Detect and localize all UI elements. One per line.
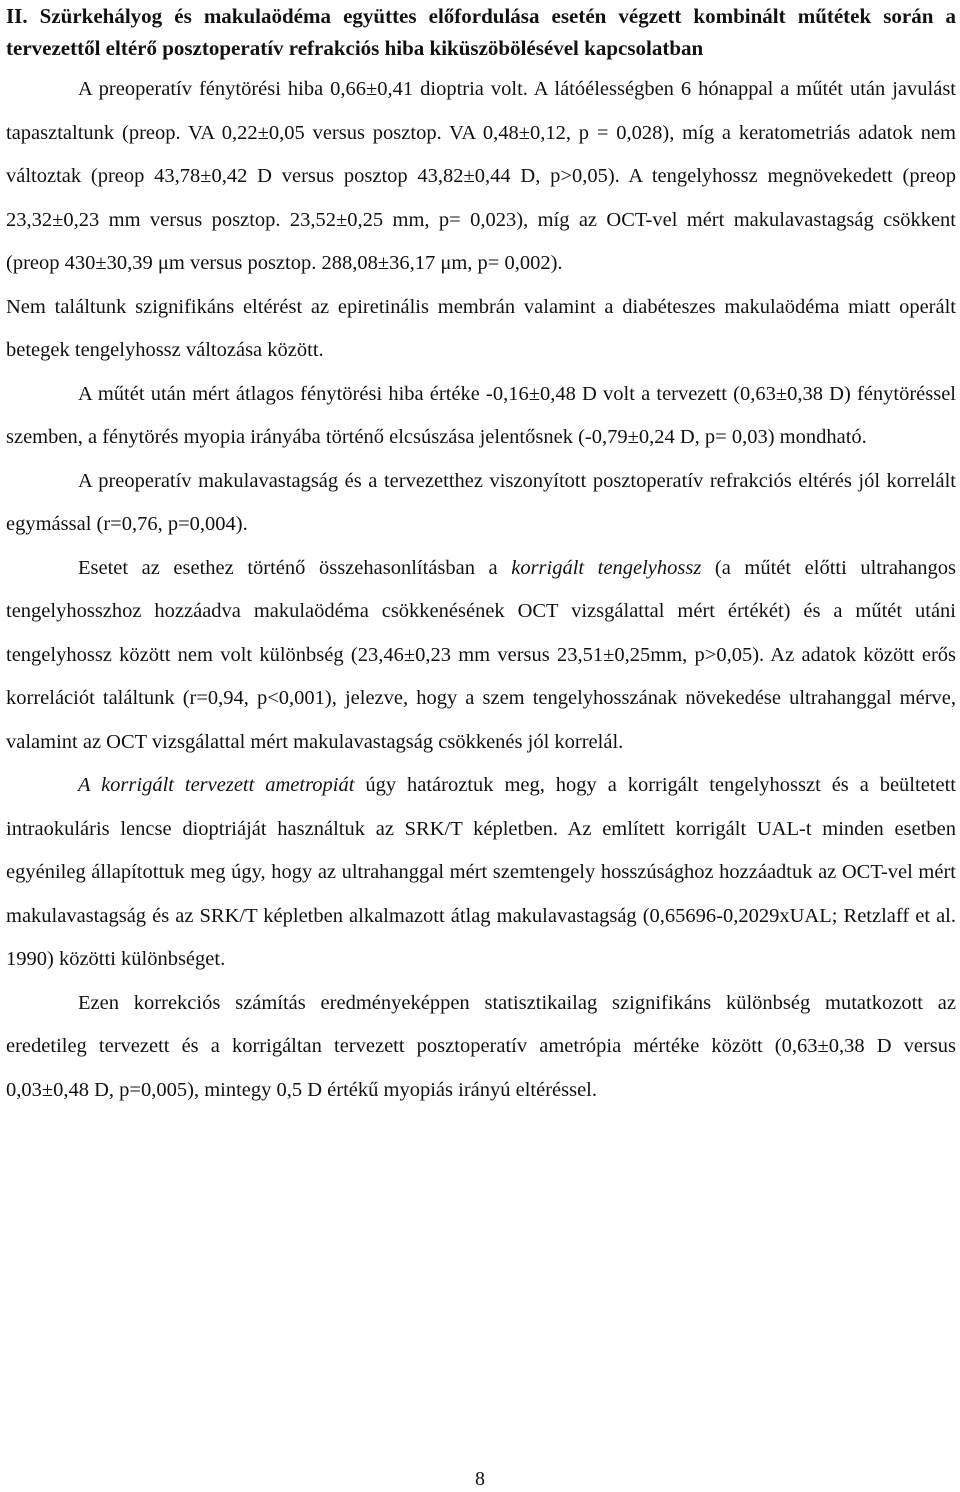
paragraph-results-refraction: A preoperatív fénytörési hiba 0,66±0,41 dioptria volt. A látóélességben 6 hónappal a műtét után javulást tapasztaltunk (preop. VA 0,22±0,05 versus posztop. VA 0,48±0,12, p = 0,028), míg a keratometriás adatok nem változtak (preop 43,78±0,42 D versus posztop 43,82±0,44 D, p>0,05). A tengelyhossz megnövekedett (preop 23,32±0,23 mm versus posztop. 23,52±0,25 mm, p= 0,023), míg az OCT-vel mért makulavastagság csökkent (preop 430±30,39 μm versus posztop. 288,08±36,17 μm, p= 0,002). [6, 78, 956, 274]
p5-emphasis: korrigált tengelyhossz [511, 556, 702, 579]
section-heading: II. Szürkehályog és makulaödéma együttes előfordulása esetén végzett kombinált műtétek során a tervezettől eltérő posztoperatív refrakciós hiba kiküszöbölésével kapcsolatban [6, 4, 956, 60]
paragraph-corrected-axial-length [6, 547, 956, 765]
p6-after: úgy határoztuk meg, hogy a korrigált tengelyhosszt és a beültetett intraokuláris lencse dioptriáját használtuk az SRK/T képletben. Az említett korrigált UAL-t minden esetben egyénileg állapítottuk meg úgy, hogy az ultrahanggal mért szemtengely hosszúsághoz hozzáadtuk az OCT-vel mért makulavastagság és az SRK/T képletben alkalmazott átlag makulavastagság (0,65696-0,2029xUAL; Retzlaff et al. 1990) közötti különbséget. [6, 774, 956, 970]
paragraph-corrected-ametropia [6, 764, 956, 982]
p5-before: Esetet az esethez történő összehasonlításban a [78, 556, 512, 579]
page-number: 8 [475, 1468, 485, 1490]
paragraph-correction-result: Ezen korrekciós számítás eredményeképpen statisztikailag szignifikáns különbség mutatkozott az eredetileg tervezett és a korrigáltan tervezett posztoperatív ametrópia mértéke között (0,63±0,38 D versus 0,03±0,48 D, p=0,005), mintegy 0,5 D értékű myopiás irányú eltéréssel. [6, 991, 956, 1101]
p6-emphasis: A korrigált tervezett ametropiát [78, 774, 355, 796]
document-page [6, 0, 956, 1112]
paragraph-correlation: A preoperatív makulavastagság és a tervezetthez viszonyított posztoperatív refrakciós eltérés jól korrelált egymással (r=0,76, p=0,004). [6, 469, 956, 535]
p5-after: (a műtét előtti ultrahangos tengelyhosszhoz hozzáadva makulaödéma csökkenésének OCT vizsgálattal mért értékét) és a műtét utáni tengelyhossz között nem volt különbség (23,46±0,23 mm versus 23,51±0,25mm, p>0,05). Az adatok között erős korrelációt találtunk (r=0,94, p<0,001), jelezve, hogy a szem tengelyhosszának növekedése ultrahanggal mérve, valamint az OCT vizsgálattal mért makulavastagság csökkenés jól korrelál. [6, 556, 956, 753]
paragraph-axial-length-comparison: Nem találtunk szignifikáns eltérést az epiretinális membrán valamint a diabéteszes makulaödéma miatt operált betegek tengelyhossz változása között. [6, 295, 956, 361]
paragraph-postop-refraction: A műtét után mért átlagos fénytörési hiba értéke -0,16±0,48 D volt a tervezett (0,63±0,38 D) fénytöréssel szemben, a fénytörés myopia irányába történő elcsúszása jelentősnek (-0,79±0,24 D, p= 0,03) mondható. [6, 382, 956, 448]
